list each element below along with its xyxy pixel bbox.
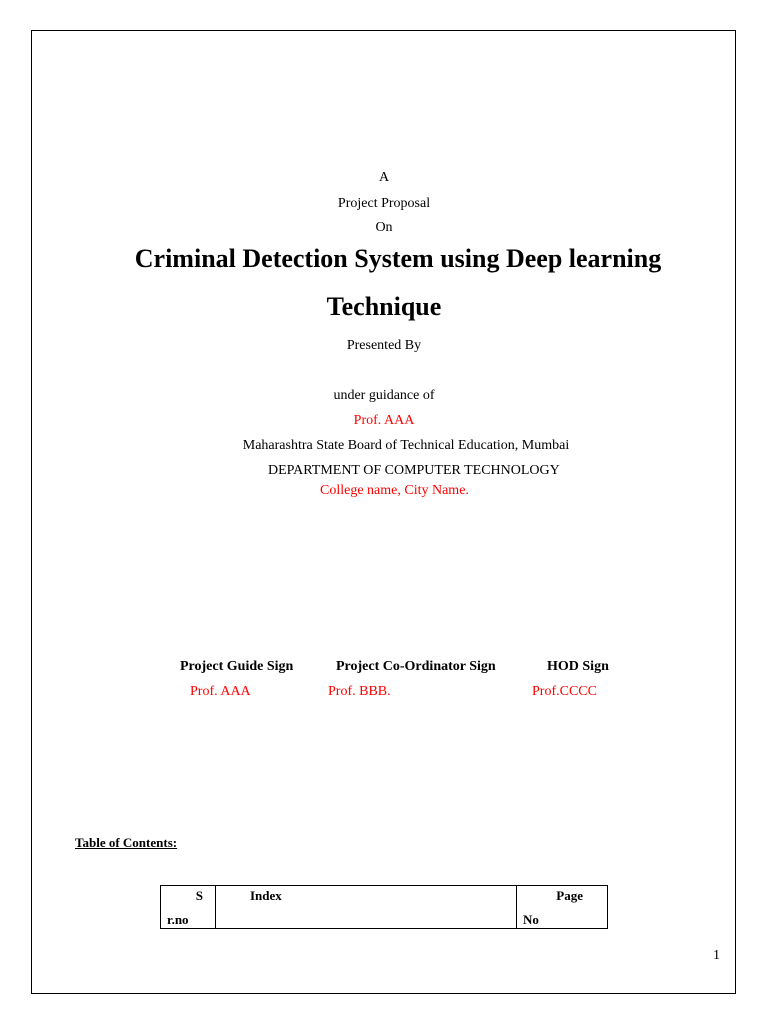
toc-col-page-top: Page	[556, 888, 583, 903]
sign-name-coordinator: Prof. BBB.	[328, 684, 391, 699]
header-line-a: A	[378, 170, 390, 185]
toc-col-srno	[161, 886, 216, 929]
header-line-proposal: Project Proposal	[337, 196, 431, 211]
page-number: 1	[713, 948, 720, 963]
sign-label-guide: Project Guide Sign	[180, 659, 294, 674]
sign-name-guide: Prof. AAA	[190, 684, 251, 699]
sign-name-hod: Prof.CCCC	[532, 684, 597, 699]
toc-col-index	[216, 886, 517, 929]
document-title-line1: Criminal Detection System using Deep learning	[134, 244, 662, 273]
sign-label-hod: HOD Sign	[547, 659, 609, 674]
toc-heading: Table of Contents:	[75, 835, 178, 850]
toc-col-srno-top: S	[195, 888, 203, 903]
document-title-line2: Technique	[326, 292, 442, 321]
header-line-on: On	[375, 220, 393, 235]
presented-by: Presented By	[346, 338, 422, 353]
guide-name: Prof. AAA	[353, 413, 415, 428]
toc-col-srno-bottom: r.no	[167, 912, 189, 927]
toc-col-page	[517, 886, 608, 929]
guidance-label: under guidance of	[333, 388, 435, 403]
toc-col-index-label: Index	[250, 888, 282, 903]
department-name: DEPARTMENT OF COMPUTER TECHNOLOGY	[268, 463, 560, 478]
sign-label-coordinator: Project Co-Ordinator Sign	[336, 659, 496, 674]
toc-col-page-bottom: No	[523, 912, 539, 927]
table-row	[161, 886, 608, 929]
college-name: College name, City Name.	[320, 483, 469, 498]
board-name: Maharashtra State Board of Technical Education, Mumbai	[242, 438, 570, 453]
toc-table	[160, 885, 608, 929]
